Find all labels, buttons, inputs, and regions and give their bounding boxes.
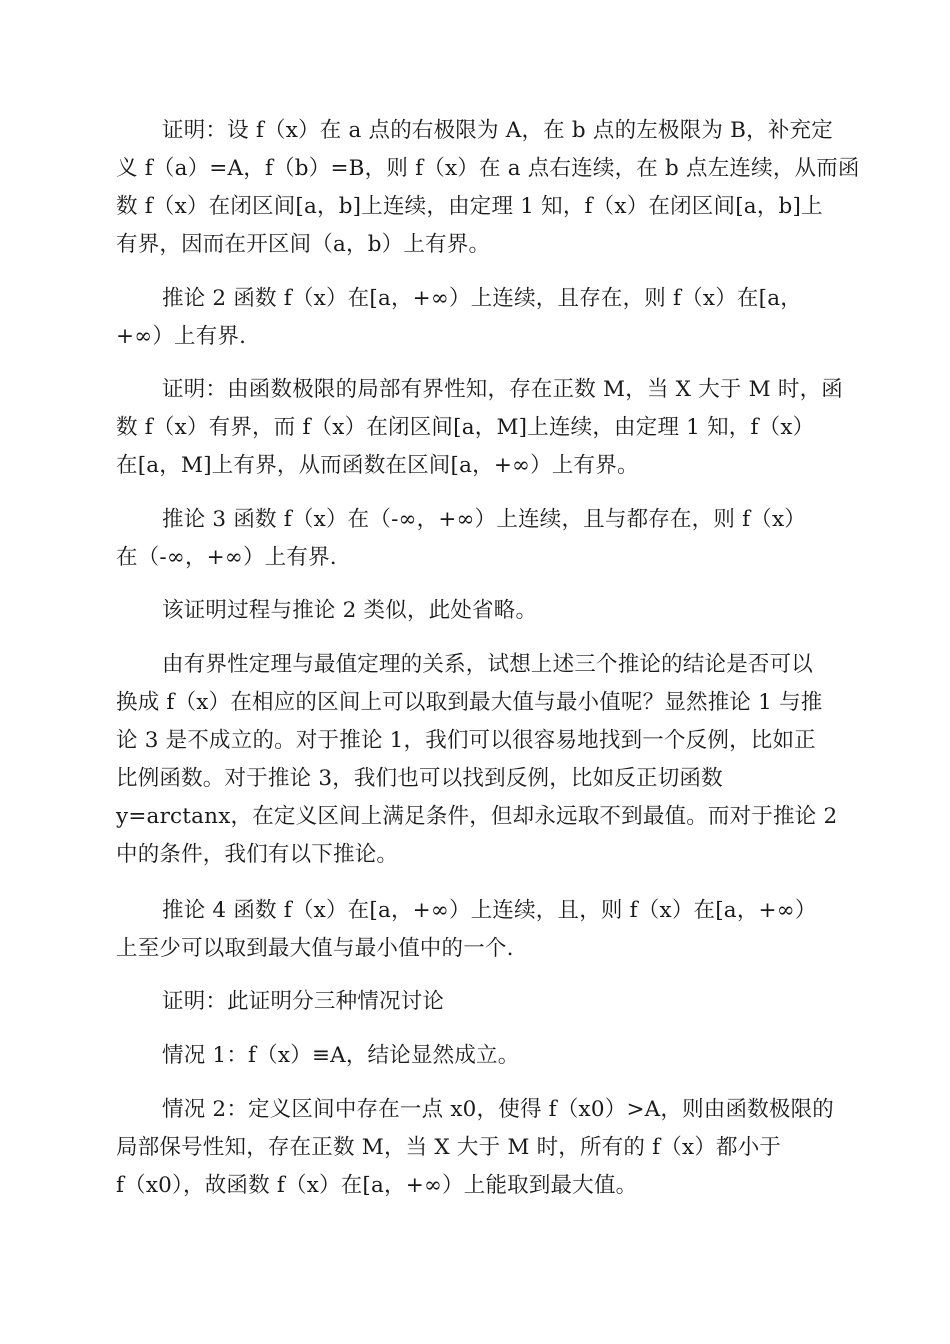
- text-line: 局部保号性知，存在正数 M，当 X 大于 M 时，所有的 f（x）都小于: [116, 1135, 782, 1160]
- paragraph-case-2: [116, 1091, 836, 1205]
- text-line: 中的条件，我们有以下推论。: [116, 842, 399, 867]
- paragraph-omitted-proof: [116, 592, 836, 630]
- text-line: 证明：此证明分三种情况讨论: [162, 989, 445, 1014]
- text-line: 数 f（x）在闭区间[a，b]上连续，由定理 1 知，f（x）在闭区间[a，b]上: [116, 194, 823, 219]
- paragraph-proof-1: [116, 112, 860, 264]
- text-line: 该证明过程与推论 2 类似，此处省略。: [162, 598, 538, 623]
- text-line: 情况 2：定义区间中存在一点 x0，使得 f（x0）>A，则由函数极限的: [162, 1097, 834, 1122]
- text-line: 有界，因而在开区间（a，b）上有界。: [116, 232, 491, 257]
- text-line: 证明：设 f（x）在 a 点的右极限为 A，在 b 点的左极限为 B，补充定: [162, 118, 833, 143]
- paragraph-corollary-2: [116, 280, 836, 356]
- text-line: 推论 4 函数 f（x）在[a，+∞）上连续，且，则 f（x）在[a，+∞）: [162, 898, 817, 923]
- text-line: 由有界性定理与最值定理的关系，试想上述三个推论的结论是否可以: [162, 652, 814, 677]
- text-line: 推论 3 函数 f（x）在（-∞，+∞）上连续，且与都存在，则 f（x）: [162, 507, 806, 532]
- text-line: 比例函数。对于推论 3，我们也可以找到反例，比如反正切函数: [116, 766, 723, 791]
- paragraph-corollary-4: [116, 892, 836, 968]
- text-line: 论 3 是不成立的。对于推论 1，我们可以很容易地找到一个反例，比如正: [116, 728, 816, 753]
- text-line: 在（-∞，+∞）上有界.: [116, 545, 337, 570]
- text-line: f（x0），故函数 f（x）在[a，+∞）上能取到最大值。: [116, 1173, 638, 1198]
- text-line: 数 f（x）有界，而 f（x）在闭区间[a，M]上连续，由定理 1 知，f（x）: [116, 415, 815, 440]
- paragraph-case-1: [116, 1037, 836, 1075]
- paragraph-discussion: [116, 646, 836, 874]
- text-line: 在[a，M]上有界，从而函数在区间[a，+∞）上有界。: [116, 453, 639, 478]
- text-line: 义 f（a）=A，f（b）=B，则 f（x）在 a 点右连续，在 b 点左连续，从而函: [116, 156, 860, 181]
- paragraph-corollary-3: [116, 501, 836, 577]
- paragraph-proof-3: [116, 983, 836, 1021]
- text-line: +∞）上有界.: [116, 324, 247, 349]
- text-line: 推论 2 函数 f（x）在[a，+∞）上连续，且存在，则 f（x）在[a，: [162, 286, 802, 311]
- text-line: y=arctanx，在定义区间上满足条件，但却永远取不到最值。而对于推论 2: [116, 804, 838, 829]
- text-line: 换成 f（x）在相应的区间上可以取到最大值与最小值呢？显然推论 1 与推: [116, 690, 823, 715]
- paragraph-proof-2: [116, 371, 844, 485]
- text-line: 情况 1：f（x）≡A，结论显然成立。: [162, 1043, 520, 1068]
- text-line: 证明：由函数极限的局部有界性知，存在正数 M，当 X 大于 M 时，函: [162, 377, 844, 402]
- text-line: 上至少可以取到最大值与最小值中的一个.: [116, 936, 514, 961]
